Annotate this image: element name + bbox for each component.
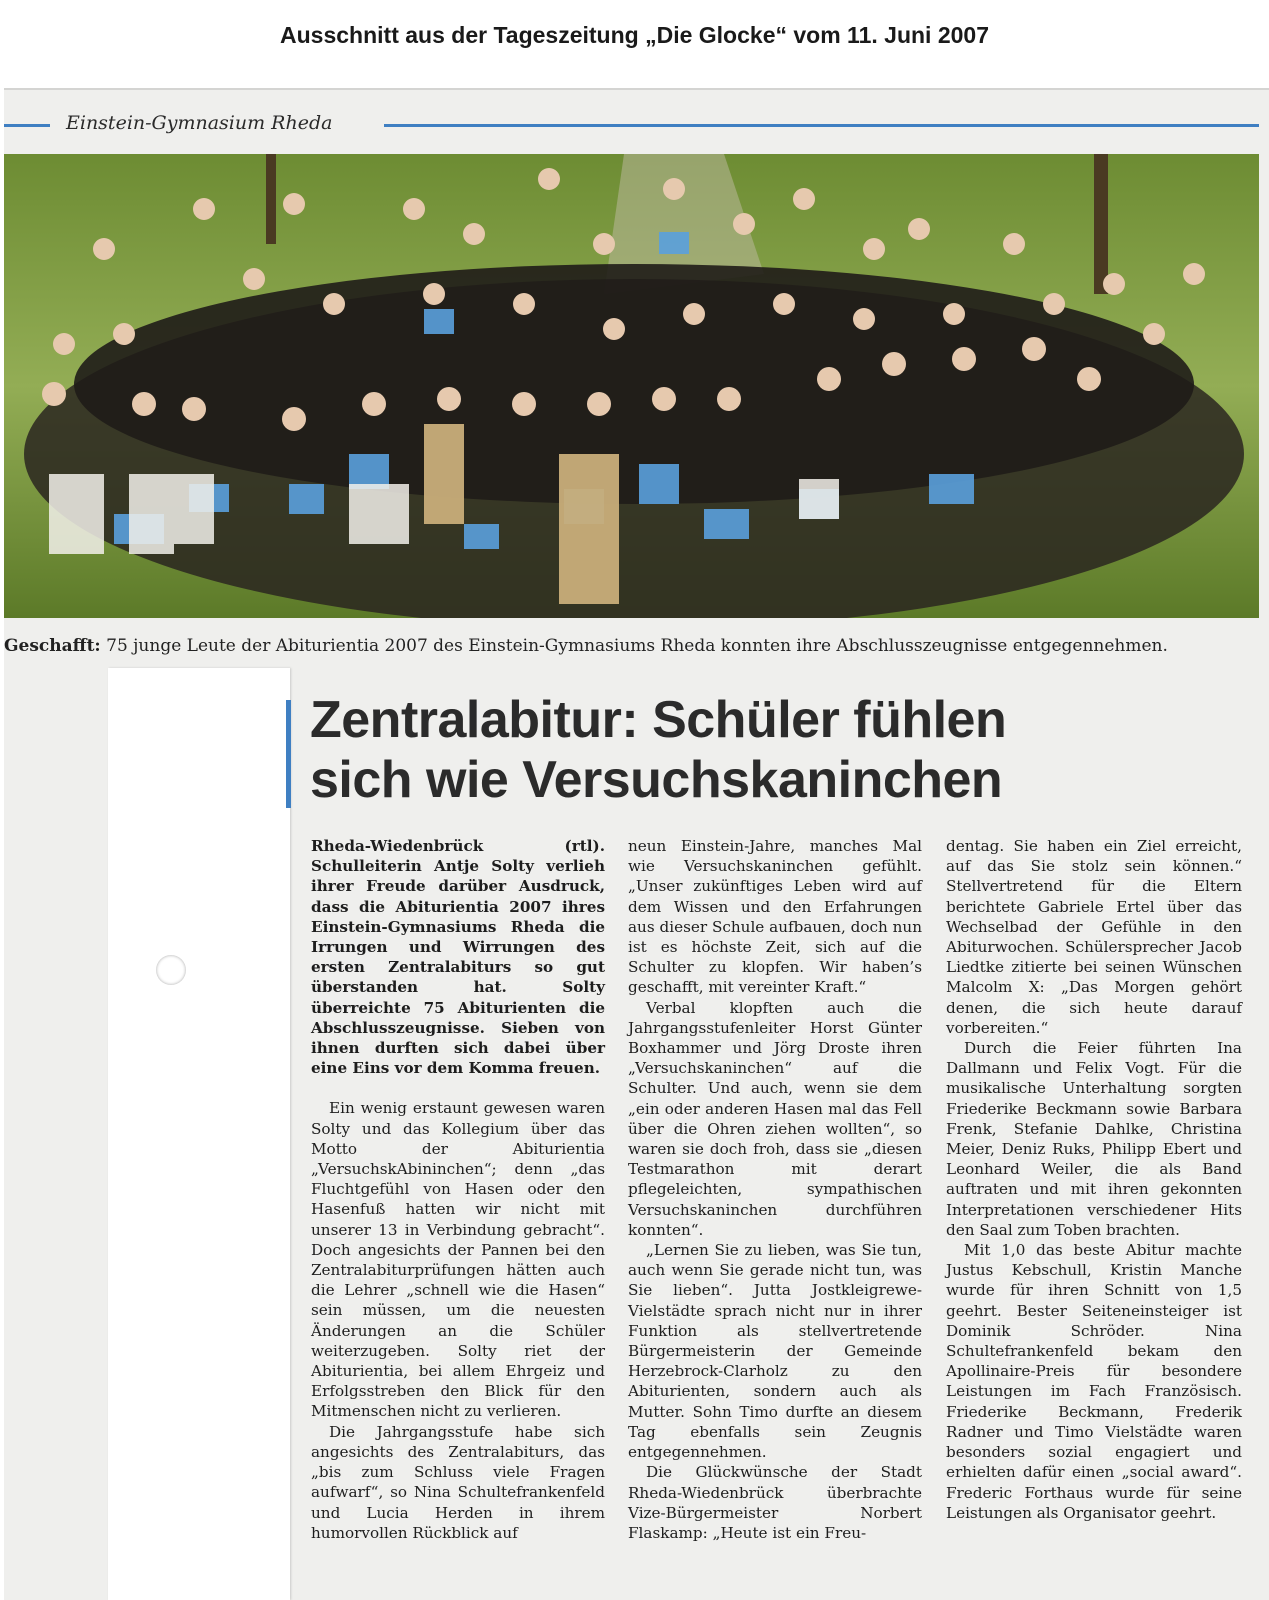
group-photo <box>4 154 1259 618</box>
section-header <box>4 114 1259 136</box>
article-column-1 <box>311 836 605 1543</box>
article-paragraph: Die Glückwünsche der Stadt Rheda-Wiedenbrück überbrachte Vize-Bürgermeister Norbert Flaskamp: „Heute ist ein Freu- <box>628 1463 922 1542</box>
caption-text: 75 junge Leute der Abiturientia 2007 des Einstein-Gymnasiums Rheda konnten ihre Abschlusszeugnisse entgegennehmen. <box>100 636 1168 656</box>
photo-caption <box>4 636 1259 656</box>
section-rule-right <box>384 124 1259 127</box>
article-paragraph: Verbal klopften auch die Jahrgangsstufenleiter Horst Günter Boxhammer und Jörg Droste ihren „Versuchskaninchen“ auf die Schulter. Und auch, wenn sie dem „ein oder anderen Hasen mal das Fell über die Ohren ziehen wollten“, so waren sie doch froh, dass sie „diesen Testmarathon mit derart pflegeleichten, sympathischen Versuchskaninchen durchführen konnten“. <box>628 998 922 1239</box>
article-column-3 <box>946 836 1242 1523</box>
headline-accent-bar <box>286 700 291 808</box>
backing-paper <box>108 668 290 1600</box>
article-paragraph: neun Einstein-Jahre, manches Mal wie Versuchskaninchen gefühlt. „Unser zukünftiges Leben wird auf dem Wissen und den Erfahrungen aus dieser Schule aufbauen, doch nun ist es höchste Zeit, sich auf die Schulter zu klopfen. Wir haben’s geschafft, mit vereinter Kraft.“ <box>628 837 922 997</box>
caption-lead: Geschafft: <box>4 636 101 656</box>
article-paragraph: Die Jahrgangsstufe habe sich angesichts des Zentralabiturs, das „bis zum Schluss viele Fragen aufwarf“, so Nina Schultefrankenfeld und Lucia Herden in ihrem humorvollen Rückblick auf <box>311 1422 605 1542</box>
article-paragraph: dentag. Sie haben ein Ziel erreicht, auf das Sie stolz sein können.“ Stellvertretend für die Eltern berichtete Gabriele Ertel über das Wechselbad der Gefühle in den Abiturwochen. Schülersprecher Jacob Liedtke zitierte bei seinen Wünschen Malcolm X: „Das Morgen gehört denen, die sich heute darauf vorbereiten.“ <box>946 837 1242 1037</box>
punch-hole <box>156 955 186 985</box>
group-photo-illustration <box>4 154 1259 618</box>
article-paragraph: Mit 1,0 das beste Abitur machte Justus Kebschull, Kristin Manche wurde für ihren Schnitt von 1,5 geehrt. Bester Seiteneinsteiger ist Dominik Schröder. Nina Schultefrankenfeld bekam den Apollinaire-Preis für besondere Leistungen im Fach Französisch. Friederike Beckmann, Frederik Radner und Timo Vielstädte waren besonders sozial engagiert und erhielten dafür einen „social award“. Frederic Forthaus wurde für seine Leistungen als Organisator geehrt. <box>946 1241 1242 1522</box>
headline-line-2: sich wie Versuchskaninchen <box>310 751 1003 809</box>
article-paragraph: Ein wenig erstaunt gewesen waren Solty und das Kollegium über das Motto der Abiturientia „VersuchskAbininchen“; denn „das Fluchtgefühl von Hasen oder den Hasenfuß hatten wir nicht mit unserer 13 in Verbindung gebracht“. Doch angesichts der Pannen bei den Zentralabiturprüfungen hätten auch die Lehrer „schnell wie die Hasen“ sein müssen, um die neuesten Änderungen an die Schüler weiterzugeben. Solty riet der Abiturientia, bei allem Ehrgeiz und Erfolgsstreben den Blick für den Mitmenschen nicht zu verlieren. <box>311 1099 605 1421</box>
headline <box>310 690 1240 810</box>
article-paragraph: „Lernen Sie zu lieben, was Sie tun, auch wenn Sie gerade nicht tun, was Sie lieben“. Jutta Jostkleigrewe-Vielstädte sprach nicht nur in ihrer Funktion als stellvertretende Bürgermeisterin der Gemeinde Herzebrock-Clarholz zu den Abiturienten, sondern auch als Mutter. Sohn Timo durfte an diesem Tag ebenfalls sein Zeugnis entgegennehmen. <box>628 1241 922 1462</box>
section-rule-left <box>4 124 50 127</box>
scan-title: Ausschnitt aus der Tageszeitung „Die Glocke“ vom 11. Juni 2007 <box>280 22 989 48</box>
headline-line-1: Zentralabitur: Schüler fühlen <box>310 691 1007 749</box>
section-label: Einstein-Gymnasium Rheda <box>60 112 338 134</box>
article-paragraph: Durch die Feier führten Ina Dallmann und Felix Vogt. Für die musikalische Unterhaltung sorgten Friederike Beckmann sowie Barbara Frenk, Stefanie Dahlke, Christina Meier, Deniz Ruks, Philipp Ebert und Leonhard Weiler, die als Band auftraten und mit ihren gekonnten Interpretationen verschiedener Hits den Saal zum Toben brachten. <box>946 1039 1242 1239</box>
article-column-2 <box>628 836 922 1543</box>
article-lead: Rheda-Wiedenbrück (rtl). Schulleiterin Antje Solty verlieh ihrer Freude darüber Ausdruck, dass die Abiturientia 2007 ihres Einstein-Gymnasiums Rheda die Irrungen und Wirrungen des ersten Zentralabiturs so gut überstanden hat. Solty überreichte 75 Abiturienten die Abschlusszeugnisse. Sieben von ihnen durften sich dabei über eine Eins vor dem Komma freuen. <box>311 837 605 1078</box>
